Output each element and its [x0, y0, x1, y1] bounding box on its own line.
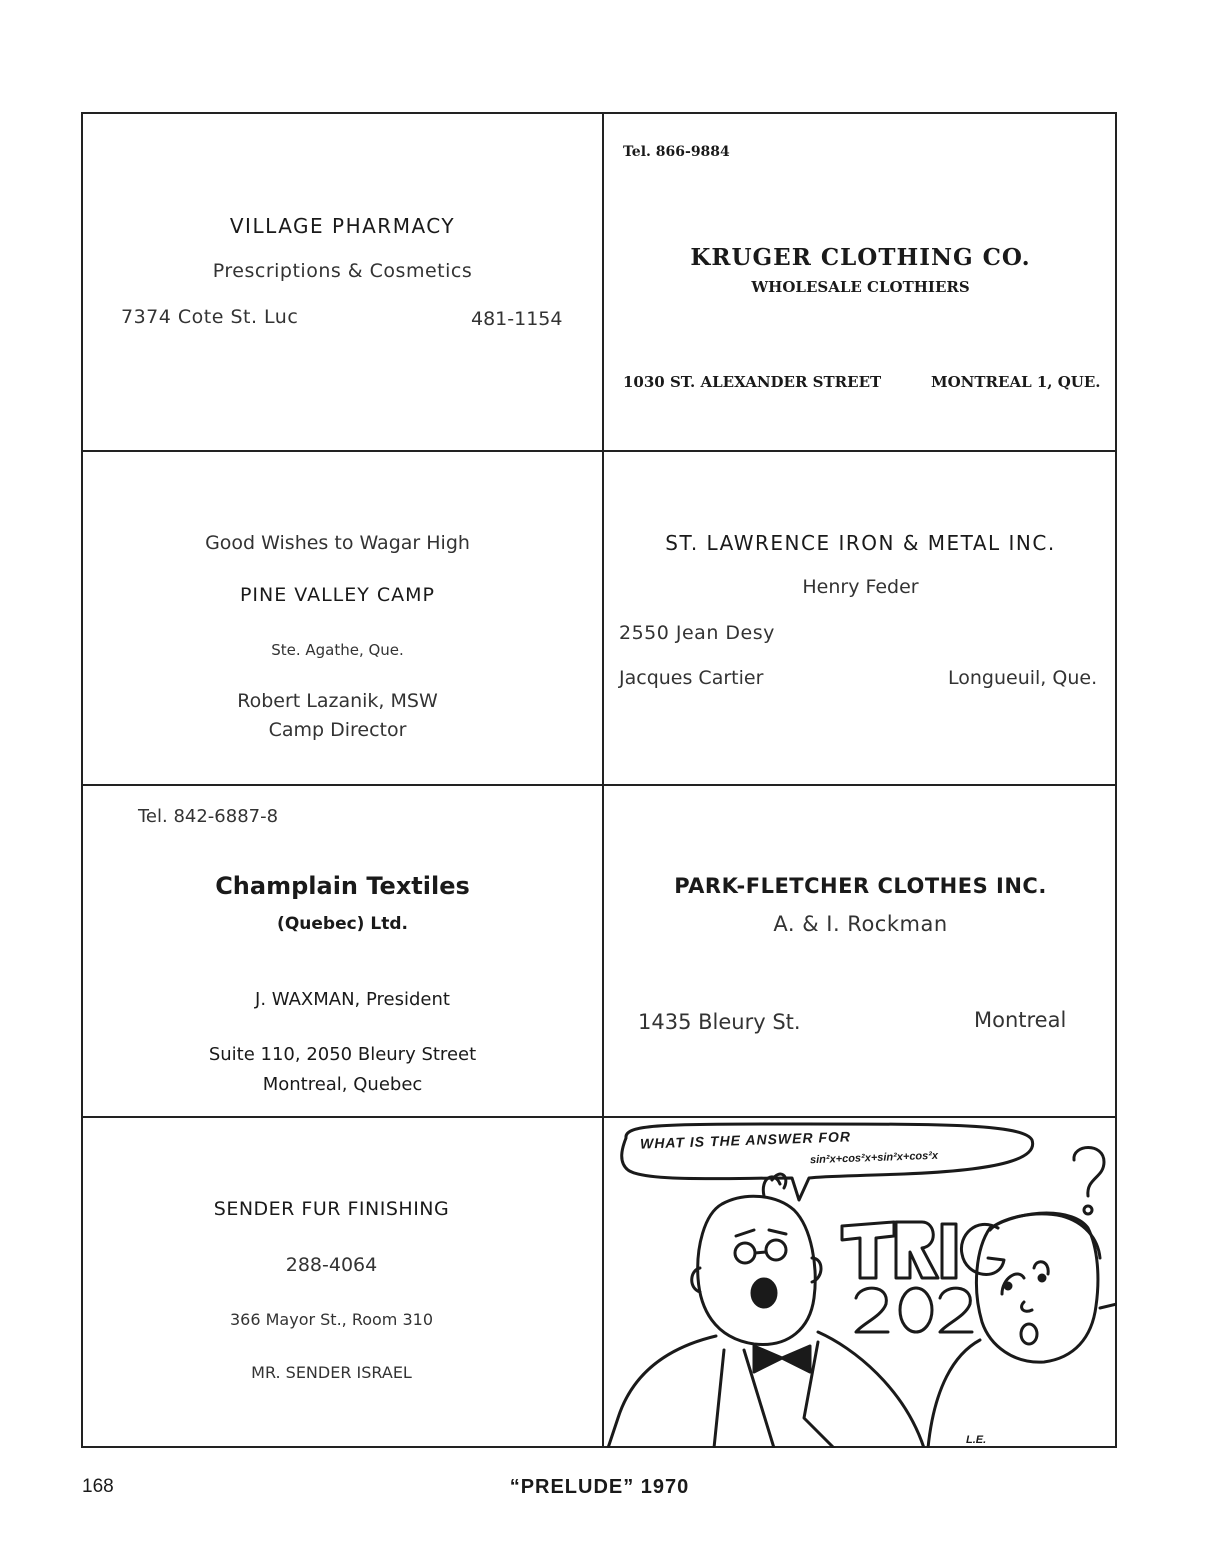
ad-grid	[81, 112, 1117, 1448]
ad-park-fletcher	[604, 786, 1117, 1116]
ad-tagline: WHOLESALE CLOTHIERS	[751, 278, 970, 296]
page-number: 168	[82, 1476, 114, 1497]
ad-tel: Tel. 866-9884	[623, 144, 730, 160]
ad-champlain-textiles	[83, 786, 602, 1116]
ad-phone: 288-4064	[285, 1254, 378, 1276]
ad-person: Robert Lazanik, MSW	[237, 690, 438, 712]
ad-tel: Tel. 842-6887-8	[138, 806, 279, 827]
ad-name: VILLAGE PHARMACY	[229, 214, 456, 238]
publication-title: “PRELUDE” 1970	[509, 1476, 690, 1498]
ad-address: Suite 110, 2050 Bleury Street	[208, 1044, 477, 1065]
ad-name: PINE VALLEY CAMP	[239, 584, 436, 606]
cartoon-drawing	[604, 1118, 1117, 1448]
ad-city: MONTREAL 1, QUE.	[931, 373, 1101, 391]
ad-tagline: Prescriptions & Cosmetics	[212, 260, 473, 282]
ad-city: Montreal, Quebec	[262, 1074, 423, 1095]
cartoon-signature: L.E.	[966, 1434, 987, 1446]
ad-person: MR. SENDER ISRAEL	[251, 1363, 412, 1382]
ad-person: J. WAXMAN, President	[255, 989, 450, 1010]
ad-name: KRUGER CLOTHING CO.	[690, 244, 1031, 271]
ad-location: Ste. Agathe, Que.	[271, 641, 404, 659]
ad-pine-valley-camp	[83, 452, 602, 784]
ad-city: Montreal	[974, 1008, 1067, 1032]
ad-name: Champlain Textiles	[215, 872, 470, 900]
ad-village-pharmacy	[83, 114, 602, 450]
ad-phone: 481-1154	[471, 308, 563, 330]
ad-city: Longueuil, Que.	[948, 667, 1098, 689]
ad-name: PARK-FLETCHER CLOTHES INC.	[674, 874, 1047, 898]
ad-address: 2550 Jean Desy	[619, 622, 775, 644]
ad-greeting: Good Wishes to Wagar High	[205, 532, 470, 554]
ad-area: Jacques Cartier	[619, 667, 764, 689]
ad-address: 1435 Bleury St.	[638, 1010, 801, 1034]
ad-st-lawrence-iron	[604, 452, 1117, 784]
ad-address: 366 Mayor St., Room 310	[229, 1310, 434, 1329]
ad-role: Camp Director	[268, 719, 407, 741]
ad-address: 1030 ST. ALEXANDER STREET	[623, 373, 882, 391]
ad-name: SENDER FUR FINISHING	[213, 1198, 450, 1220]
speech-text: WHAT IS THE ANSWER FOR	[639, 1128, 852, 1152]
cartoon-panel	[604, 1118, 1117, 1448]
ad-person: A. & I. Rockman	[773, 912, 948, 936]
speech-text-equation: sin²x+cos²x+sin²x+cos²x	[809, 1149, 939, 1167]
ad-kruger-clothing	[604, 114, 1117, 450]
ad-person: Henry Feder	[802, 576, 919, 598]
ad-name: ST. LAWRENCE IRON & METAL INC.	[665, 531, 1056, 555]
ad-name-line2: (Quebec) Ltd.	[277, 914, 408, 934]
ad-sender-fur	[83, 1118, 602, 1448]
ad-address: 7374 Cote St. Luc	[121, 306, 299, 328]
